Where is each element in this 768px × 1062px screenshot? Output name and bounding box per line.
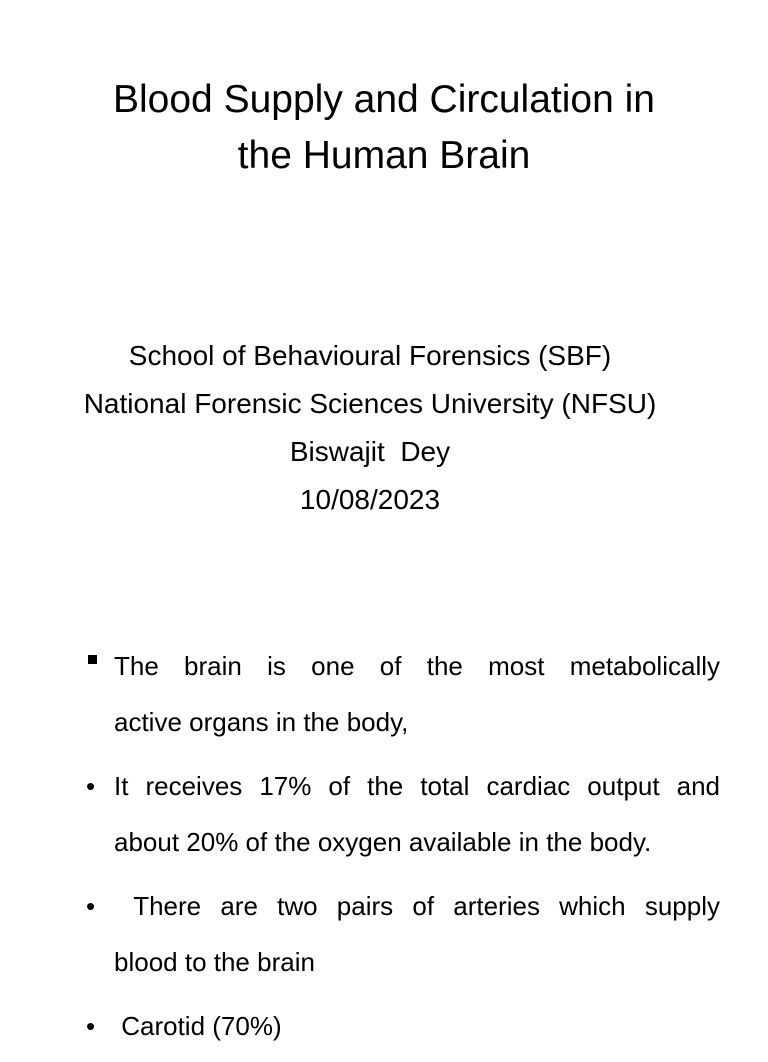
slide-title xyxy=(0,72,768,184)
dot-bullet-icon: • xyxy=(86,1011,96,1041)
bullet-item xyxy=(0,638,768,750)
bullet-text xyxy=(114,878,720,990)
bullet-line: about 20% of the oxygen available in the body. xyxy=(114,827,652,857)
bullet-list xyxy=(0,638,768,1062)
dot-bullet-icon: • xyxy=(86,771,96,801)
bullet-item xyxy=(0,758,768,870)
bullet-line: It receives 17% of the total cardiac output and xyxy=(114,771,720,801)
title-line-1: Blood Supply and Circulation in xyxy=(112,78,655,121)
bullet-text xyxy=(114,758,720,870)
bullet-text xyxy=(114,638,720,750)
bullet-line: Carotid (70%) xyxy=(114,1011,282,1041)
author-name: Biswajit Dey xyxy=(289,436,451,467)
school-name: School of Behavioural Forensics (SBF) xyxy=(128,340,612,371)
square-bullet-icon xyxy=(88,655,97,664)
title-line-2: the Human Brain xyxy=(237,134,531,177)
bullet-text xyxy=(114,998,720,1054)
bullet-item xyxy=(0,998,768,1054)
bullet-line: blood to the brain xyxy=(114,947,315,977)
university-name: National Forensic Sciences University (NFSU) xyxy=(83,388,657,419)
bullet-line: active organs in the body, xyxy=(114,707,409,737)
presentation-date: 10/08/2023 xyxy=(299,484,441,515)
bullet-line: There are two pairs of arteries which supply xyxy=(114,891,720,921)
bullet-line: The brain is one of the most metabolically xyxy=(114,651,720,681)
slide-subtitle xyxy=(0,332,740,524)
bullet-item xyxy=(0,878,768,990)
dot-bullet-icon: • xyxy=(86,891,96,921)
